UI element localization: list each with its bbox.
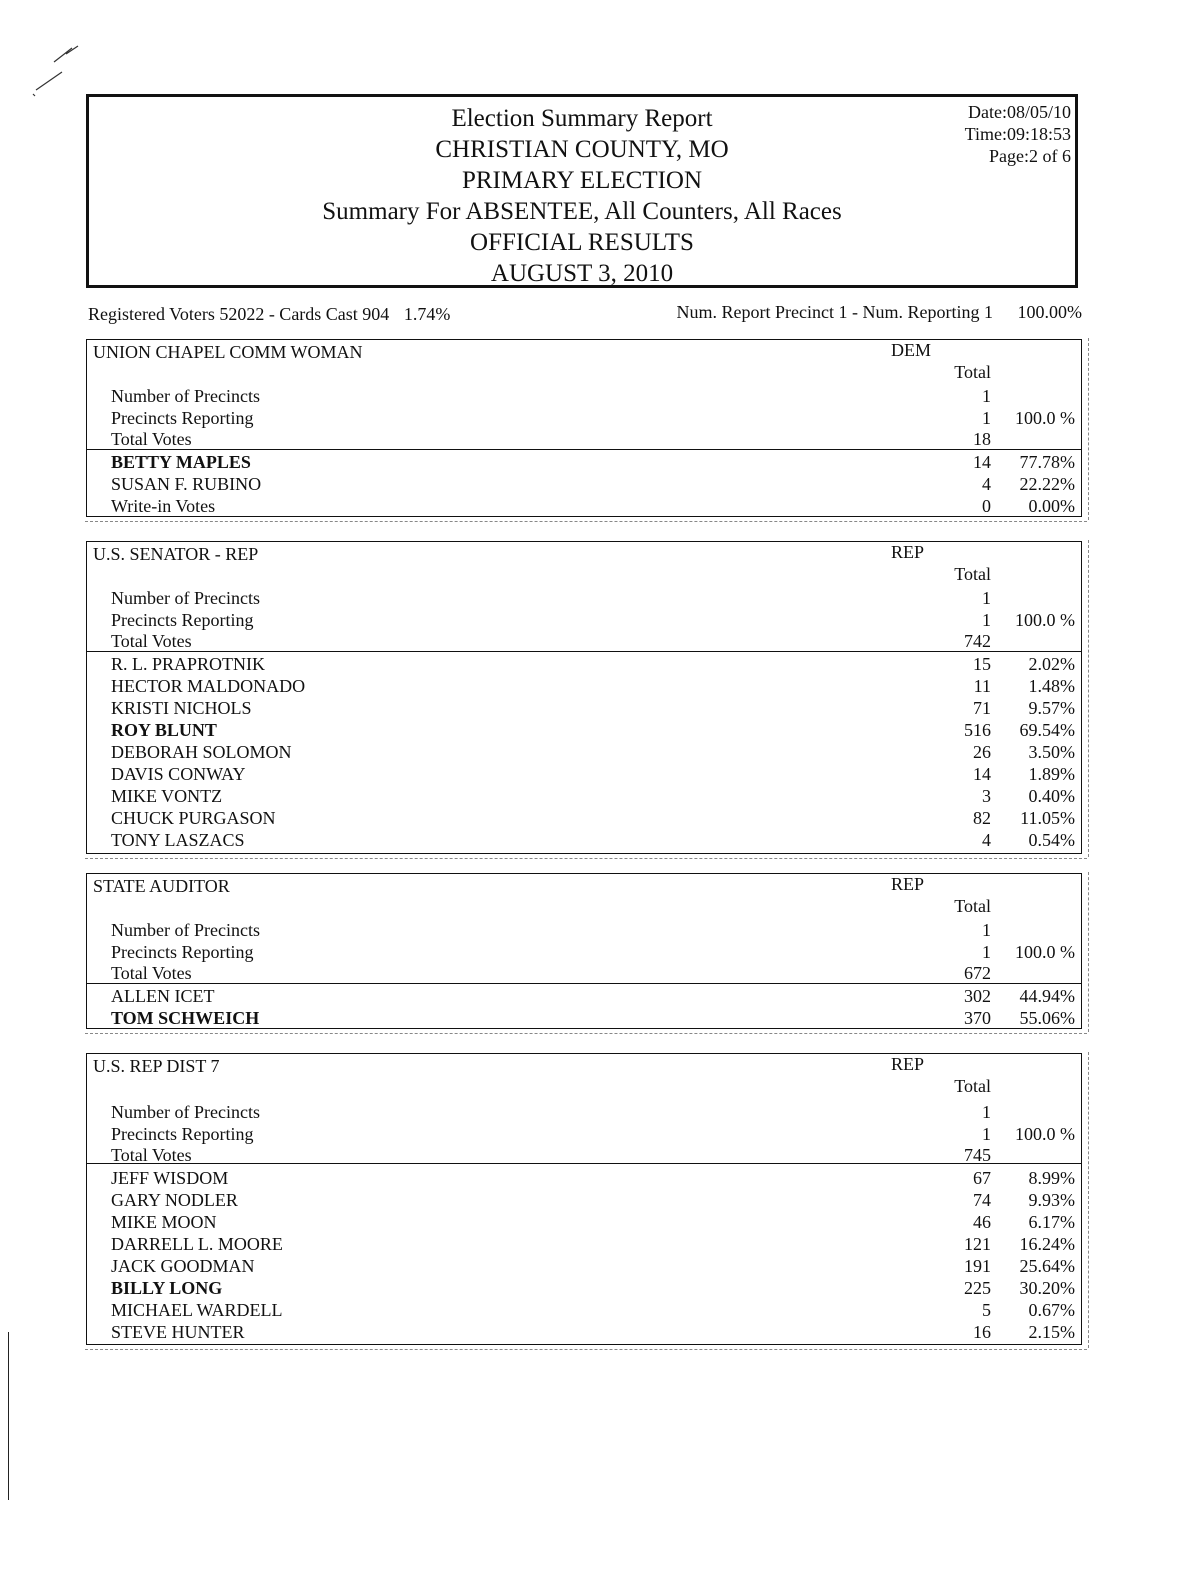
candidate-votes: 225: [964, 1278, 991, 1298]
totals-divider: [87, 449, 1081, 450]
candidate-votes: 16: [973, 1322, 991, 1342]
candidate-row: [87, 1255, 1081, 1277]
stat-label: Total Votes: [111, 1145, 192, 1165]
candidate-name: MICHAEL WARDELL: [111, 1300, 283, 1320]
stat-label: Number of Precincts: [111, 920, 260, 940]
candidate-votes: 0: [982, 496, 991, 516]
candidate-name: SUSAN F. RUBINO: [111, 474, 262, 494]
stat-value: 1: [982, 920, 991, 940]
report-time: Time:09:18:53: [964, 124, 1071, 144]
candidate-pct: 3.50%: [1028, 742, 1075, 762]
candidate-row: [87, 763, 1081, 785]
totals-divider: [87, 1163, 1081, 1164]
candidate-pct: 0.54%: [1028, 830, 1075, 850]
summary-scope: Summary For ABSENTEE, All Counters, All Races: [322, 198, 842, 225]
candidate-votes: 74: [973, 1190, 991, 1210]
race-party: DEM: [891, 340, 931, 360]
stat-label: Precincts Reporting: [111, 942, 254, 962]
candidate-row: [87, 1233, 1081, 1255]
candidate-pct: 69.54%: [1019, 720, 1075, 740]
candidate-name: ALLEN ICET: [111, 986, 215, 1006]
candidate-pct: 9.57%: [1028, 698, 1075, 718]
race-party: REP: [891, 542, 925, 562]
race-union-chapel-comm-woman: [86, 339, 1082, 517]
results-status: OFFICIAL RESULTS: [470, 229, 694, 256]
candidate-votes: 15: [973, 654, 991, 674]
stat-label: Precincts Reporting: [111, 610, 254, 630]
candidate-votes: 5: [982, 1300, 991, 1320]
candidate-name: DEBORAH SOLOMON: [111, 742, 292, 762]
precinct-report-pct: 100.00%: [1017, 302, 1082, 322]
stat-label: Number of Precincts: [111, 1102, 260, 1122]
report-header: [86, 94, 1078, 288]
candidate-row: [87, 1321, 1081, 1343]
candidate-row: [87, 1277, 1081, 1299]
report-meta: [965, 101, 1071, 167]
candidate-pct: 77.78%: [1019, 452, 1075, 472]
candidate-votes: 121: [964, 1234, 991, 1254]
stat-label: Precincts Reporting: [111, 408, 254, 428]
candidate-row: [87, 1189, 1081, 1211]
pen-scratch-mark: [32, 42, 92, 102]
candidate-votes: 46: [973, 1212, 991, 1232]
stat-row: [87, 919, 1081, 941]
candidate-pct: 30.20%: [1019, 1278, 1075, 1298]
candidate-row: [87, 741, 1081, 763]
race-title: STATE AUDITOR: [93, 876, 230, 896]
race-title: U.S. REP DIST 7: [93, 1056, 220, 1076]
stat-value: 18: [973, 429, 991, 449]
candidate-name: R. L. PRAPROTNIK: [111, 654, 266, 674]
report-page: Page:2 of 6: [989, 146, 1071, 166]
stat-pct: 100.0 %: [1015, 408, 1075, 428]
stat-label: Number of Precincts: [111, 588, 260, 608]
stat-value: 745: [964, 1145, 991, 1165]
race-party: REP: [891, 1054, 925, 1074]
candidate-pct: 2.15%: [1028, 1322, 1075, 1342]
candidate-row: [87, 1167, 1081, 1189]
candidate-votes: 302: [964, 986, 991, 1006]
stat-label: Precincts Reporting: [111, 1124, 254, 1144]
candidate-votes: 26: [973, 742, 991, 762]
county-name: CHRISTIAN COUNTY, MO: [435, 136, 729, 163]
totals-divider: [87, 651, 1081, 652]
report-title-block: [89, 103, 1075, 289]
candidate-name: BILLY LONG: [111, 1278, 223, 1298]
candidate-row: [87, 719, 1081, 741]
registered-voters-summary: [88, 304, 460, 325]
candidate-votes: 14: [973, 764, 991, 784]
cards-cast-pct: 1.74%: [403, 304, 451, 324]
candidate-row: [87, 1299, 1081, 1321]
stat-value: 672: [964, 963, 991, 983]
candidate-pct: 2.02%: [1028, 654, 1075, 674]
stat-value: 1: [982, 386, 991, 406]
stat-label: Number of Precincts: [111, 386, 260, 406]
candidate-pct: 0.67%: [1028, 1300, 1075, 1320]
candidate-name: TONY LASZACS: [111, 830, 245, 850]
precinct-reporting-summary: [677, 302, 1082, 323]
election-type: PRIMARY ELECTION: [461, 167, 703, 194]
registered-voters-text: Registered Voters 52022 - Cards Cast 904: [88, 304, 390, 324]
candidate-name: JACK GOODMAN: [111, 1256, 255, 1276]
total-column-header: Total: [954, 362, 991, 382]
candidate-pct: 0.00%: [1028, 496, 1075, 516]
candidate-name: ROY BLUNT: [111, 720, 217, 740]
candidate-row: [87, 697, 1081, 719]
stat-row: [87, 962, 1081, 984]
stat-row: [87, 587, 1081, 609]
candidate-name: KRISTI NICHOLS: [111, 698, 252, 718]
candidate-row: [87, 807, 1081, 829]
candidate-row: [87, 785, 1081, 807]
stat-label: Total Votes: [111, 429, 192, 449]
candidate-pct: 22.22%: [1019, 474, 1075, 494]
candidate-votes: 82: [973, 808, 991, 828]
candidate-name: MIKE MOON: [111, 1212, 217, 1232]
candidate-row: [87, 473, 1081, 495]
totals-divider: [87, 983, 1081, 984]
total-column-header: Total: [954, 564, 991, 584]
candidate-votes: 3: [982, 786, 991, 806]
stat-pct: 100.0 %: [1015, 610, 1075, 630]
candidate-pct: 11.05%: [1020, 808, 1075, 828]
candidate-pct: 55.06%: [1019, 1008, 1075, 1028]
race-title: UNION CHAPEL COMM WOMAN: [93, 342, 363, 362]
candidate-row: [87, 675, 1081, 697]
report-date: Date:08/05/10: [968, 102, 1071, 122]
race-title: U.S. SENATOR - REP: [93, 544, 259, 564]
stat-value: 1: [982, 1124, 991, 1144]
candidate-pct: 9.93%: [1028, 1190, 1075, 1210]
stat-pct: 100.0 %: [1015, 942, 1075, 962]
stat-label: Total Votes: [111, 963, 192, 983]
candidate-pct: 8.99%: [1028, 1168, 1075, 1188]
candidate-row: [87, 985, 1081, 1007]
candidate-name: Write-in Votes: [111, 496, 216, 516]
scan-margin-line: [8, 1332, 9, 1500]
stat-row: [87, 407, 1081, 429]
candidate-votes: 71: [973, 698, 991, 718]
candidate-name: DARRELL L. MOORE: [111, 1234, 283, 1254]
stat-value: 1: [982, 942, 991, 962]
candidate-row: [87, 1007, 1081, 1029]
candidate-row: [87, 495, 1081, 517]
stat-value: 742: [964, 631, 991, 651]
stat-value: 1: [982, 610, 991, 630]
stat-row: [87, 609, 1081, 631]
race-us-senator-rep: [86, 541, 1082, 854]
stat-value: 1: [982, 1102, 991, 1122]
candidate-name: GARY NODLER: [111, 1190, 238, 1210]
candidate-name: JEFF WISDOM: [111, 1168, 229, 1188]
candidate-name: STEVE HUNTER: [111, 1322, 245, 1342]
candidate-pct: 16.24%: [1019, 1234, 1075, 1254]
candidate-pct: 0.40%: [1028, 786, 1075, 806]
stat-value: 1: [982, 408, 991, 428]
candidate-name: BETTY MAPLES: [111, 452, 251, 472]
candidate-votes: 67: [973, 1168, 991, 1188]
candidate-votes: 370: [964, 1008, 991, 1028]
race-us-rep-dist-7: [86, 1053, 1082, 1345]
candidate-votes: 4: [982, 474, 991, 494]
candidate-row: [87, 1211, 1081, 1233]
stat-label: Total Votes: [111, 631, 192, 651]
candidate-pct: 1.48%: [1028, 676, 1075, 696]
candidate-row: [87, 829, 1081, 851]
stat-row: [87, 1101, 1081, 1123]
stat-row: [87, 1123, 1081, 1145]
candidate-name: HECTOR MALDONADO: [111, 676, 306, 696]
candidate-name: MIKE VONTZ: [111, 786, 223, 806]
stat-row: [87, 428, 1081, 450]
stat-row: [87, 941, 1081, 963]
candidate-pct: 6.17%: [1028, 1212, 1075, 1232]
candidate-row: [87, 451, 1081, 473]
total-column-header: Total: [954, 1076, 991, 1096]
precinct-report-text: Num. Report Precinct 1 - Num. Reporting 1: [676, 302, 993, 322]
candidate-pct: 44.94%: [1019, 986, 1075, 1006]
candidate-name: CHUCK PURGASON: [111, 808, 276, 828]
candidate-votes: 191: [964, 1256, 991, 1276]
candidate-pct: 1.89%: [1028, 764, 1075, 784]
candidate-pct: 25.64%: [1019, 1256, 1075, 1276]
stat-pct: 100.0 %: [1015, 1124, 1075, 1144]
candidate-votes: 11: [973, 676, 991, 696]
report-title: Election Summary Report: [451, 105, 713, 132]
candidate-votes: 14: [973, 452, 991, 472]
candidate-votes: 4: [982, 830, 991, 850]
race-state-auditor: [86, 873, 1082, 1029]
candidate-name: TOM SCHWEICH: [111, 1008, 260, 1028]
total-column-header: Total: [954, 896, 991, 916]
election-date: AUGUST 3, 2010: [490, 260, 674, 287]
race-party: REP: [891, 874, 925, 894]
stat-row: [87, 630, 1081, 652]
candidate-row: [87, 653, 1081, 675]
stat-row: [87, 385, 1081, 407]
candidate-votes: 516: [964, 720, 991, 740]
stat-value: 1: [982, 588, 991, 608]
candidate-name: DAVIS CONWAY: [111, 764, 246, 784]
